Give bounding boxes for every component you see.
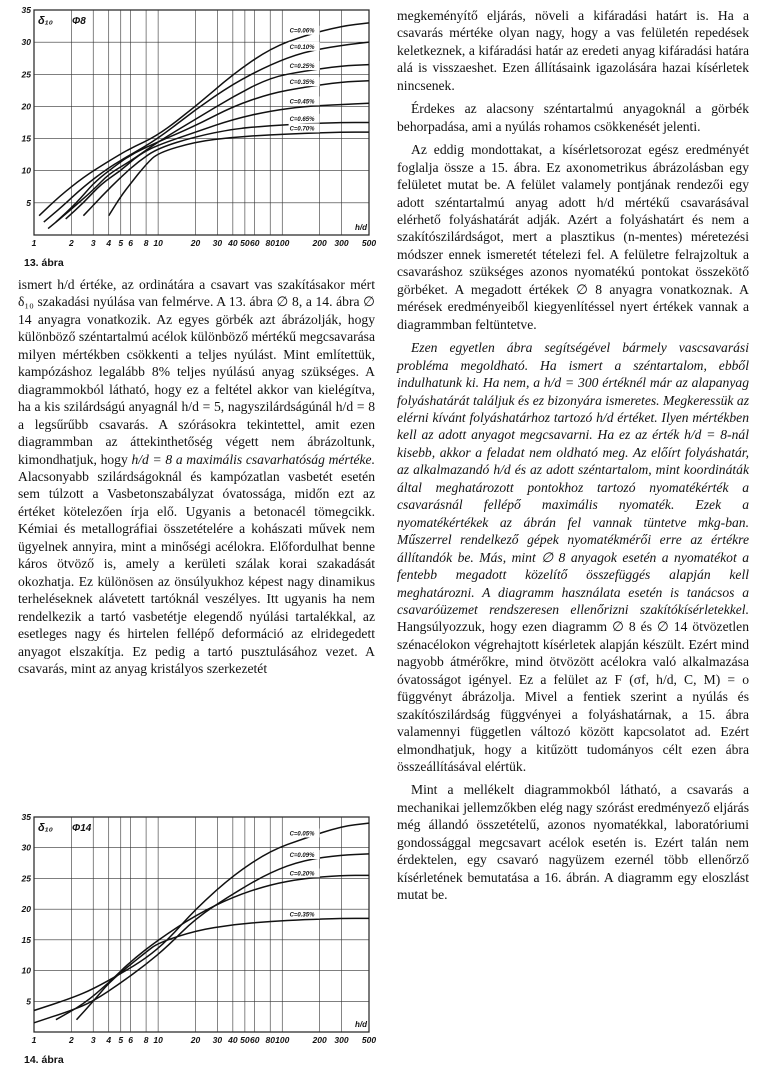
x-tick-label: 30 bbox=[212, 238, 223, 248]
corner-label: Φ8 bbox=[72, 16, 86, 27]
x-tick-label: 2 bbox=[68, 238, 74, 248]
series-label: C=0.45% bbox=[289, 99, 315, 106]
x-tick-label: 50 bbox=[240, 238, 250, 248]
left-column-text bbox=[18, 276, 375, 683]
x-tick-label: 5 bbox=[118, 238, 124, 248]
y-tick-label: 10 bbox=[21, 165, 31, 176]
series-label: C=0.70% bbox=[289, 126, 315, 133]
x-tick-label: 6 bbox=[128, 238, 133, 248]
x-unit-label: h/d bbox=[355, 223, 367, 232]
right-paragraph-4: Mint a mellékelt diagrammokból látható, a csavarás a mechanikai jellemzőkben elég nagy szórást eredményező eljárás még állandó összetételű, azonos nyomatékkal, laboratóriumi gondossággal megcsavart acélok esetén is. Ezért talán nem érdektelen, egy csavaró nagyüzem ezernél több ellenőrző kísérletének bemutatása a 16. ábrán. A diagramm egy eloszlást mutat be. bbox=[397, 782, 749, 903]
y-tick-label: 10 bbox=[21, 965, 31, 976]
x-tick-label: 60 bbox=[249, 1035, 260, 1045]
series-label: C=0.05% bbox=[289, 831, 315, 838]
x-tick-label: 1 bbox=[31, 238, 37, 248]
series-line bbox=[56, 81, 369, 222]
x-tick-label: 20 bbox=[190, 238, 201, 248]
y-tick-label: 5 bbox=[26, 197, 31, 208]
x-tick-label: 4 bbox=[106, 1035, 112, 1045]
x-tick-label: 100 bbox=[275, 1035, 290, 1045]
series-line bbox=[56, 875, 369, 1019]
x-tick-label: 10 bbox=[153, 1035, 163, 1045]
y-axis-title: δ₁₀ bbox=[38, 15, 53, 27]
x-tick-label: 50 bbox=[240, 1035, 250, 1045]
right-paragraph-3 bbox=[397, 339, 749, 775]
left-paragraph-1-text: ismert h/d értéke, az ordinátára a csavart vas szakításakor mért δ₁₀ szakadási nyúlása van felmérve. A 13. ábra ∅ 8, a 14. ábra ∅ 14 anyagra vonatkozik. Az egyes görbék azt ábrázolják, hogy különböző széntartalmú acélok különböző mértékű megcsavarása milyen mértékben csökkenti a teljes nyúlást. Mint említettük, kampózáshoz legalább 8% teljes nyúlású anyag szükséges. A diagrammokból látható, hogy ez a feltétel akkor van kielégítva, ha a kis szilárdságú anyagnál h/d = 5, nagyszilárdságúnál h/d = 8 a legsűrűbb csavarás. A szórásokra tekintettel, amit ezen diagrammban az áttekinthetőség végett nem ábrázoltunk, kimondhatjuk, hogy bbox=[18, 277, 375, 467]
series-line bbox=[48, 65, 369, 229]
chart-frame bbox=[34, 817, 369, 1032]
series-line bbox=[34, 854, 369, 1023]
x-tick-label: 300 bbox=[334, 1035, 349, 1045]
left-paragraph-1-rest: Alacsonyabb szilárdságoknál és kampózatlan vasbetét esetén sem túlzott a Vasbetonszabályzat óvatossága, midőn ezt az értéket kötelezően írja elő. Ugyanis a betonacél tömegcikk. Kémiai és metallográfiai összetételére a kohászati művek nem ügyelnek annyira, mint a minőségi acélokra. Előfordulhat benne káros ötvöző is, amely a kerületi szálak korai szakadását okozhatja. Ez különösen az önsúlyukhoz képest nagy dinamikus terheléseknek alávetett tartóknál veszélyes. Itt ugyanis ha nem rendelkezik a tartó vasbetétje elegendő nyúlási tartalékkal, az esetleges nagy és hirtelen fellépő deformáció az elridegedett anyagot elszakítja. Ez pedig a tartó pusztulásához vezet. A csavarás, mint az anyag kristályos szerkezetét bbox=[18, 468, 375, 676]
series-line bbox=[83, 123, 369, 216]
x-tick-label: 300 bbox=[334, 238, 349, 248]
y-tick-label: 35 bbox=[21, 5, 31, 15]
x-tick-label: 500 bbox=[361, 238, 377, 248]
y-tick-label: 30 bbox=[21, 842, 31, 853]
x-tick-label: 80 bbox=[265, 238, 275, 248]
series-label: C=0.35% bbox=[289, 80, 315, 87]
x-tick-label: 1 bbox=[31, 1035, 37, 1045]
x-tick-label: 2 bbox=[68, 1035, 74, 1045]
series-label: C=0.65% bbox=[289, 116, 315, 123]
x-tick-label: 8 bbox=[143, 1035, 149, 1045]
x-tick-label: 6 bbox=[128, 1035, 133, 1045]
right-paragraph-0: megkeményítő eljárás, növeli a kifáradási határt is. Ha a csavarás mértéke olyan nagy, hogy a vas felületén repedések keletkeznek, a kifáradási határ az eredeti anyag kifáradási határa alá is visszaeshet. Ezen állításaink igazolására hazai kísérletek nincsenek. bbox=[397, 8, 749, 93]
series-label: C=0.25% bbox=[289, 64, 315, 71]
y-tick-label: 25 bbox=[21, 873, 31, 884]
y-tick-label: 25 bbox=[21, 69, 31, 80]
right-column-text bbox=[397, 7, 749, 910]
left-paragraph-1 bbox=[18, 276, 375, 677]
right-paragraph-2: Az eddig mondottakat, a kísérletsorozat egész eredményét foglalja össze a 15. ábra. Ez axonometrikus ábrázolásban egy felületet mutat be. A felület valamely pontjának rendezői egy adott széntartalmú anyag adott h/d mértékű csavarásával elérhető folyáshatárát adják. Azért a folyáshatárt és nem a szakítószilárdságot, mert a plasztikus (n-mentes) méretezési módszer ennek ismeretét tételezi fel. A felületre felrajzoltuk a csavaráshoz szükséges azonos nyomatékú pontokat összekötő görbéket. A megadott értékek ∅ 8 anyagra vonatkoznak. A mérések eredményeiből kiegyenlítéssel nyert értékek vannak a diagrammban feltüntetve. bbox=[397, 142, 749, 332]
x-tick-label: 200 bbox=[312, 1035, 327, 1045]
right-paragraph-3-emphasis: Ezen egyetlen ábra segítségével bármely vascsavarási probléma megoldható. Ha ismert a széntartalom, ebből indulhatunk ki. Ha nem, a h/d = 300 értéknél már az alapanyag folyáshatárát találjuk és ez bizonyára ismeretes. Megkeressük az elérni kívánt folyáshatárhoz tartozó h/d értéket. Ilyen mértékben kell az adott anyagot megcsavarni. Ha ez az érték h/d = 8-nál kisebb, akkor a feladat nem oldható meg. Az előírt folyáshatár, az alkalmazandó h/d és az adott széntartalom, mint koordináták által meghatározott pontokhoz tartozó nyomatékérték a csavarásnál fellépő maximális nyomaték. Ezek a nyomatékértékek az ábrán fel vannak tüntetve mkg-ban. Műszerrel rendelkező gépek nyomatékmérői erre az értékre állítandók be. Más, mint ∅ 8 anyagok esetén a nyomatékot a fentebb megadott közelítő összefüggés alapján kell meghatározni. A diagramm használata esetén is tanácsos a csavaróüzemet rendszeresen ellenőrizni szakítókísérletekkel. bbox=[397, 340, 749, 617]
y-tick-label: 20 bbox=[21, 101, 31, 112]
x-unit-label: h/d bbox=[355, 1020, 367, 1029]
figure-13 bbox=[14, 5, 379, 270]
x-tick-label: 4 bbox=[106, 238, 112, 248]
y-axis-title: δ₁₀ bbox=[38, 822, 53, 834]
chart-14 bbox=[14, 812, 379, 1057]
x-tick-label: 8 bbox=[143, 238, 149, 248]
x-tick-label: 80 bbox=[265, 1035, 275, 1045]
x-tick-label: 20 bbox=[190, 1035, 201, 1045]
x-tick-label: 3 bbox=[90, 1035, 96, 1045]
series-label: C=0.09% bbox=[289, 853, 315, 859]
y-tick-label: 20 bbox=[21, 904, 31, 915]
left-paragraph-1-emphasis: h/d = 8 a maximális csavarhatóság mértéke. bbox=[131, 451, 375, 467]
series-label: C=0.10% bbox=[289, 44, 315, 51]
series-label: C=0.35% bbox=[289, 912, 315, 919]
chart-13 bbox=[14, 5, 379, 260]
x-tick-label: 60 bbox=[249, 238, 260, 248]
figure-14-caption: 14. ábra bbox=[24, 1054, 64, 1066]
x-tick-label: 200 bbox=[312, 238, 327, 248]
series-label: C=0.06% bbox=[289, 28, 315, 35]
series-line bbox=[77, 918, 370, 1019]
y-tick-label: 30 bbox=[21, 37, 31, 48]
x-tick-label: 40 bbox=[228, 238, 238, 248]
figure-14 bbox=[14, 812, 379, 1069]
x-tick-label: 3 bbox=[90, 238, 96, 248]
x-tick-label: 10 bbox=[153, 238, 163, 248]
right-paragraph-3-rest: Hangsúlyozzuk, hogy ezen diagramm ∅ 8 és ∅ 14 ötvözetlen szénacélokon végrehajtott kísérletek alapján készült. Ezért mind nagyobb átmérőkre, mind ötvözött acélokra való alkalmazása óvatosságot igényel. Ez a felület az F (σf, h/d, C, M) = o függvényt ábrázolja. Mivel a fentiek szerint a nyúlás és szakítószilárdság függvényei a folyáshatárnak, a 15. ábra valamennyi független változó között kapcsolatot ad. Ezért elmondhatjuk, hogy a kitűzött tudományos célt ezen ábra összeállításával elértük. bbox=[397, 619, 749, 775]
x-tick-label: 40 bbox=[228, 1035, 238, 1045]
x-tick-label: 100 bbox=[275, 238, 290, 248]
y-tick-label: 15 bbox=[21, 934, 31, 945]
corner-label: Φ14 bbox=[72, 823, 92, 834]
figure-13-caption: 13. ábra bbox=[24, 257, 64, 269]
y-tick-label: 5 bbox=[26, 996, 31, 1007]
x-tick-label: 500 bbox=[361, 1035, 377, 1045]
x-tick-label: 5 bbox=[118, 1035, 124, 1045]
series-label: C=0.20% bbox=[289, 871, 315, 878]
y-tick-label: 35 bbox=[21, 812, 31, 822]
right-paragraph-1: Érdekes az alacsony széntartalmú anyagoknál a görbék behorpadása, ami a nyúlás rohamos csökkenését jelenti. bbox=[397, 101, 749, 134]
x-tick-label: 30 bbox=[212, 1035, 223, 1045]
y-tick-label: 15 bbox=[21, 133, 31, 144]
